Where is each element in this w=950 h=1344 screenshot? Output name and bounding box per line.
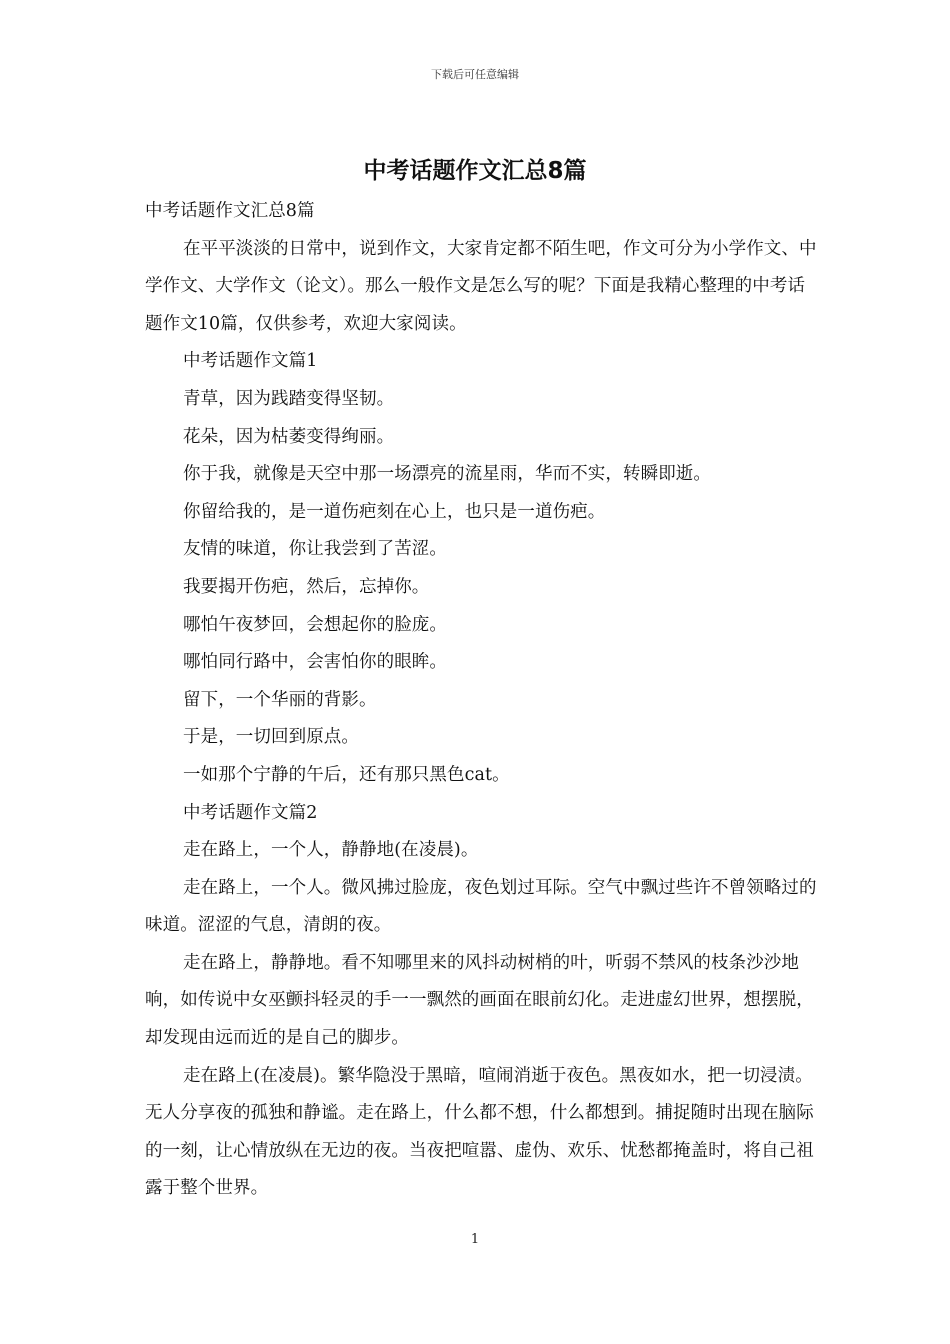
paragraph: 你留给我的，是一道伤疤刻在心上，也只是一道伤疤。 xyxy=(183,501,606,522)
document-body xyxy=(145,193,821,1208)
paragraph: 走在路上(在凌晨)。繁华隐没于黑暗，喧闹消逝于夜色。黑夜如水，把一切浸渍。无人分享夜的孤独和静谧。走在路上，什么都不想，什么都想到。捕捉随时出现在脑际的一刻，让心情放纵在无边的夜。当夜把喧嚣、虚伪、欢乐、忧愁都掩盖时，将自己祖露于整个世界。 xyxy=(145,1065,814,1199)
paragraph: 我要揭开伤疤，然后，忘掉你。 xyxy=(183,576,430,597)
paragraph: 走在路上，一个人。微风拂过脸庞，夜色划过耳际。空气中飘过些许不曾领略过的味道。涩涩的气息，清朗的夜。 xyxy=(145,877,817,936)
paragraph: 哪怕同行路中，会害怕你的眼眸。 xyxy=(183,652,447,673)
page-number: 1 xyxy=(470,1232,480,1247)
document-title: 中考话题作文汇总8篇 xyxy=(363,158,587,184)
paragraph: 留下，一个华丽的背影。 xyxy=(183,689,377,710)
paragraph: 一如那个宁静的午后，还有那只黑色cat。 xyxy=(183,764,510,785)
paragraph: 走在路上，一个人，静静地(在凌晨)。 xyxy=(183,840,479,861)
paragraph: 花朵，因为枯萎变得绚丽。 xyxy=(183,426,395,447)
paragraph: 友情的味道，你让我尝到了苦涩。 xyxy=(183,539,447,560)
paragraph: 哪怕午夜梦回，会想起你的脸庞。 xyxy=(183,614,447,635)
paragraph: 中考话题作文篇2 xyxy=(183,802,318,823)
paragraph: 于是，一切回到原点。 xyxy=(183,727,359,748)
paragraph: 中考话题作文篇1 xyxy=(183,351,318,372)
paragraph: 中考话题作文汇总8篇 xyxy=(145,201,315,221)
paragraph: 走在路上，静静地。看不知哪里来的风抖动树梢的叶，听弱不禁风的枝条沙沙地响，如传说中女巫颤抖轻灵的手一一飘然的画面在眼前幻化。走进虚幻世界，想摆脱，却发现由远而近的是自己的脚步。 xyxy=(145,952,814,1049)
paragraph: 你于我，就像是天空中那一场漂亮的流星雨，华而不实，转瞬即逝。 xyxy=(183,464,711,485)
header-note: 下载后可任意编辑 xyxy=(431,68,519,81)
paragraph: 在平平淡淡的日常中，说到作文，大家肯定都不陌生吧，作文可分为小学作文、中学作文、大学作文（论文）。那么一般作文是怎么写的呢？下面是我精心整理的中考话题作文10篇，仅供参考，欢迎大家阅读。 xyxy=(145,238,817,334)
paragraph: 青草，因为践踏变得坚韧。 xyxy=(183,388,395,409)
